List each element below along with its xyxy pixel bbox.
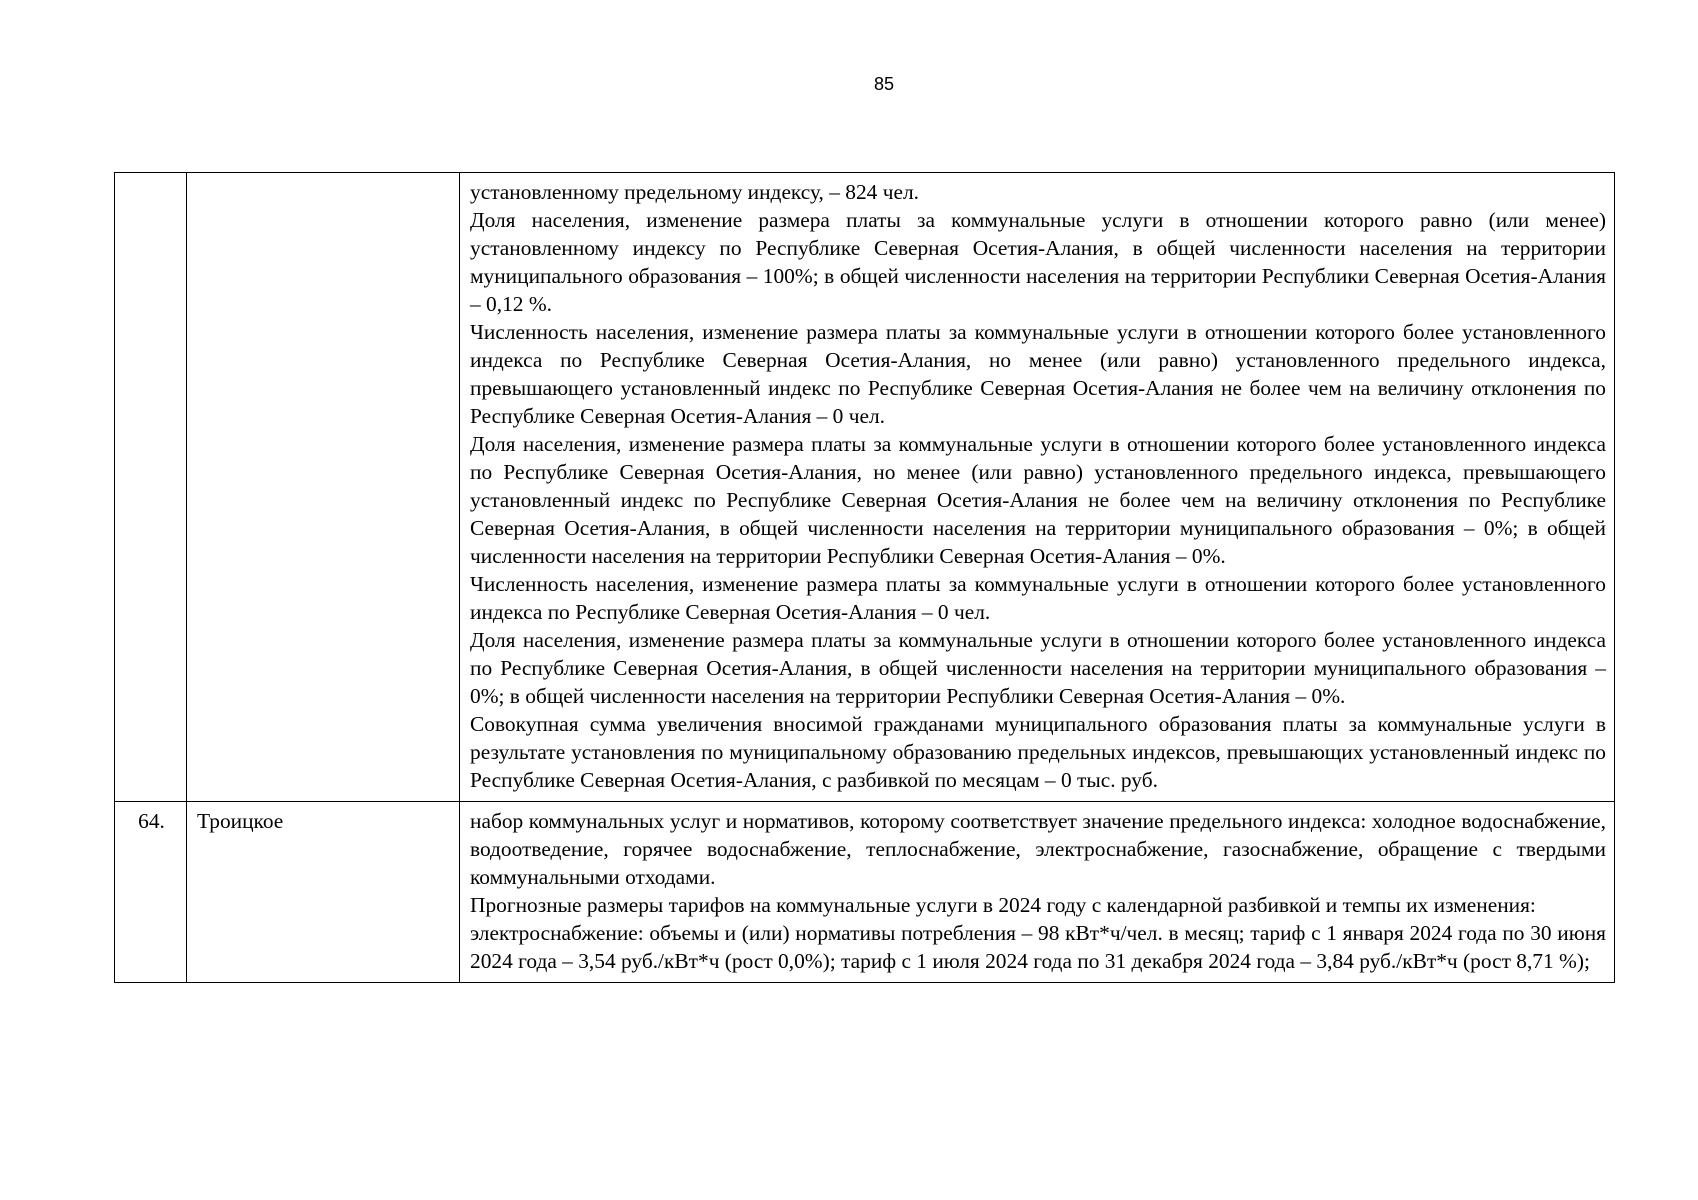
content-paragraph: электроснабжение: объемы и (или) нормативы потребления – 98 кВт*ч/чел. в месяц; тариф с 1 января 2024 года по 30 июня 2024 года – 3,54 руб./кВт*ч (рост 0,0%); тариф с 1 июля 2024 года по 31 декабря 2024 года – 3,84 руб./кВт*ч (рост 8,71 %);	[470, 921, 1606, 973]
row-content-cell	[460, 802, 1615, 983]
municipal-index-table	[114, 172, 1615, 983]
content-paragraph: Численность населения, изменение размера платы за коммунальные услуги в отношении которого более установленного индекса по Республике Северная Осетия-Алания – 0 чел.	[470, 572, 1606, 624]
content-paragraph: Доля населения, изменение размера платы за коммунальные услуги в отношении которого равно (или менее) установленному индексу по Республике Северная Осетия-Алания, в общей численности населения на территории муниципального образования – 100%; в общей численности населения на территории Республики Северная Осетия-Алания – 0,12 %.	[470, 208, 1606, 316]
content-paragraph: Доля населения, изменение размера платы за коммунальные услуги в отношении которого более установленного индекса по Республике Северная Осетия-Алания, но менее (или равно) установленного предельного индекса, превышающего установленный индекс по Республике Северная Осетия-Алания не более чем на величину отклонения по Республике Северная Осетия-Алания, в общей численности населения на территории муниципального образования – 0%; в общей численности населения на территории Республики Северная Осетия-Алания – 0%.	[470, 432, 1606, 568]
content-paragraph: установленному предельному индексу, – 824 чел.	[470, 180, 920, 204]
content-paragraph: Совокупная сумма увеличения вносимой гражданами муниципального образования платы за коммунальные услуги в результате установления по муниципальному образованию предельных индексов, превышающих установленный индекс по Республике Северная Осетия-Алания, с разбивкой по месяцам – 0 тыс. руб.	[470, 712, 1606, 792]
row-content-cell	[460, 173, 1615, 802]
content-paragraph: Прогнозные размеры тарифов на коммунальные услуги в 2024 году с календарной разбивкой и темпы их изменения:	[470, 893, 1536, 917]
row-number-cell	[115, 173, 187, 802]
row-number-cell: 64.	[115, 802, 187, 983]
municipality-name-cell: Троицкое	[187, 802, 460, 983]
table-row	[115, 802, 1615, 983]
municipality-name-cell	[187, 173, 460, 802]
page-number: 85	[873, 74, 895, 94]
content-paragraph: Доля населения, изменение размера платы за коммунальные услуги в отношении которого более установленного индекса по Республике Северная Осетия-Алания, в общей численности населения на территории муниципального образования – 0%; в общей численности населения на территории Республики Северная Осетия-Алания – 0%.	[470, 628, 1606, 708]
table-row	[115, 173, 1615, 802]
content-paragraph: Численность населения, изменение размера платы за коммунальные услуги в отношении которого более установленного индекса по Республике Северная Осетия-Алания, но менее (или равно) установленного предельного индекса, превышающего установленный индекс по Республике Северная Осетия-Алания не более чем на величину отклонения по Республике Северная Осетия-Алания – 0 чел.	[470, 320, 1606, 428]
content-paragraph: набор коммунальных услуг и нормативов, которому соответствует значение предельного индекса: холодное водоснабжение, водоотведение, горячее водоснабжение, теплоснабжение, электроснабжение, газоснабжение, обращение с твердыми коммунальными отходами.	[470, 809, 1606, 889]
